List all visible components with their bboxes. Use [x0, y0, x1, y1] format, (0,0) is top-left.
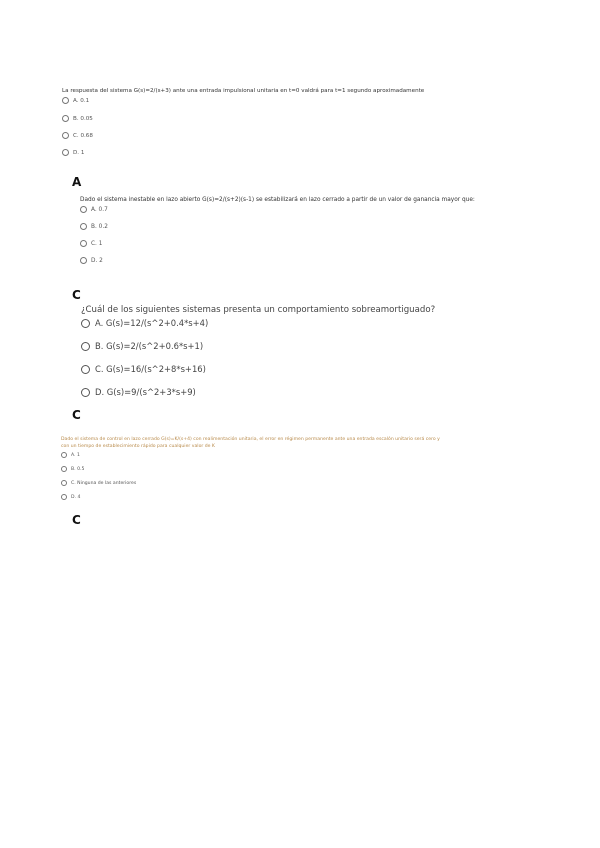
- question-text: Dado el sistema inestable en lazo abierto G(s)=2/(s+2)(s-1) se estabilizará en lazo cerrado a partir de un valor de ganancia mayor que:: [80, 197, 475, 203]
- answer-label: C: [72, 288, 81, 302]
- option-a[interactable]: A. G(s)=12/(s^2+0.4*s+4): [81, 318, 208, 328]
- option-c[interactable]: C. G(s)=16/(s^2+8*s+16): [81, 364, 206, 374]
- option-c[interactable]: C. Ninguna de las anteriores: [61, 480, 136, 486]
- radio-icon[interactable]: [61, 494, 67, 500]
- option-d[interactable]: D. 1: [62, 149, 84, 156]
- option-b[interactable]: B. 0.5: [61, 466, 84, 472]
- option-c[interactable]: C. 0.68: [62, 132, 93, 139]
- option-a[interactable]: A. 0.7: [80, 206, 108, 213]
- option-b[interactable]: B. 0.2: [80, 223, 108, 230]
- radio-icon[interactable]: [61, 452, 67, 458]
- answer-label: C: [72, 513, 81, 527]
- question-text: ¿Cuál de los siguientes sistemas presenta un comportamiento sobreamortiguado?: [81, 305, 436, 315]
- radio-icon[interactable]: [61, 480, 67, 486]
- radio-icon[interactable]: [62, 149, 69, 156]
- option-d[interactable]: D. G(s)=9/(s^2+3*s+9): [81, 387, 196, 397]
- radio-icon[interactable]: [62, 132, 69, 139]
- answer-label: C: [72, 408, 81, 422]
- answer-label: A: [72, 175, 82, 189]
- question-text-line-2: con un tiempo de establecimiento rápido para cualquier valor de K: [61, 444, 215, 449]
- radio-icon[interactable]: [80, 223, 87, 230]
- radio-icon[interactable]: [61, 466, 67, 472]
- radio-icon[interactable]: [81, 342, 90, 351]
- question-text-line-1: Dado el sistema de control en lazo cerrado G(s)=K/(s+4) con realimentación unitaria, el error en régimen permanente ante una entrada escalón unitario será cero y: [61, 437, 440, 442]
- option-b[interactable]: B. 0.05: [62, 115, 93, 122]
- radio-icon[interactable]: [62, 97, 69, 104]
- option-a[interactable]: A. 1: [61, 452, 80, 458]
- option-d[interactable]: D. 2: [80, 257, 103, 264]
- radio-icon[interactable]: [80, 206, 87, 213]
- question-text: La respuesta del sistema G(s)=2/(s+3) ante una entrada impulsional unitaria en t=0 valdrá para t=1 segundo aproximadamente: [62, 88, 425, 94]
- option-a[interactable]: A. 0.1: [62, 97, 89, 104]
- radio-icon[interactable]: [62, 115, 69, 122]
- option-c[interactable]: C. 1: [80, 240, 102, 247]
- radio-icon[interactable]: [81, 388, 90, 397]
- radio-icon[interactable]: [80, 257, 87, 264]
- option-d[interactable]: D. 4: [61, 494, 80, 500]
- radio-icon[interactable]: [81, 319, 90, 328]
- radio-icon[interactable]: [81, 365, 90, 374]
- option-b[interactable]: B. G(s)=2/(s^2+0.6*s+1): [81, 341, 203, 351]
- radio-icon[interactable]: [80, 240, 87, 247]
